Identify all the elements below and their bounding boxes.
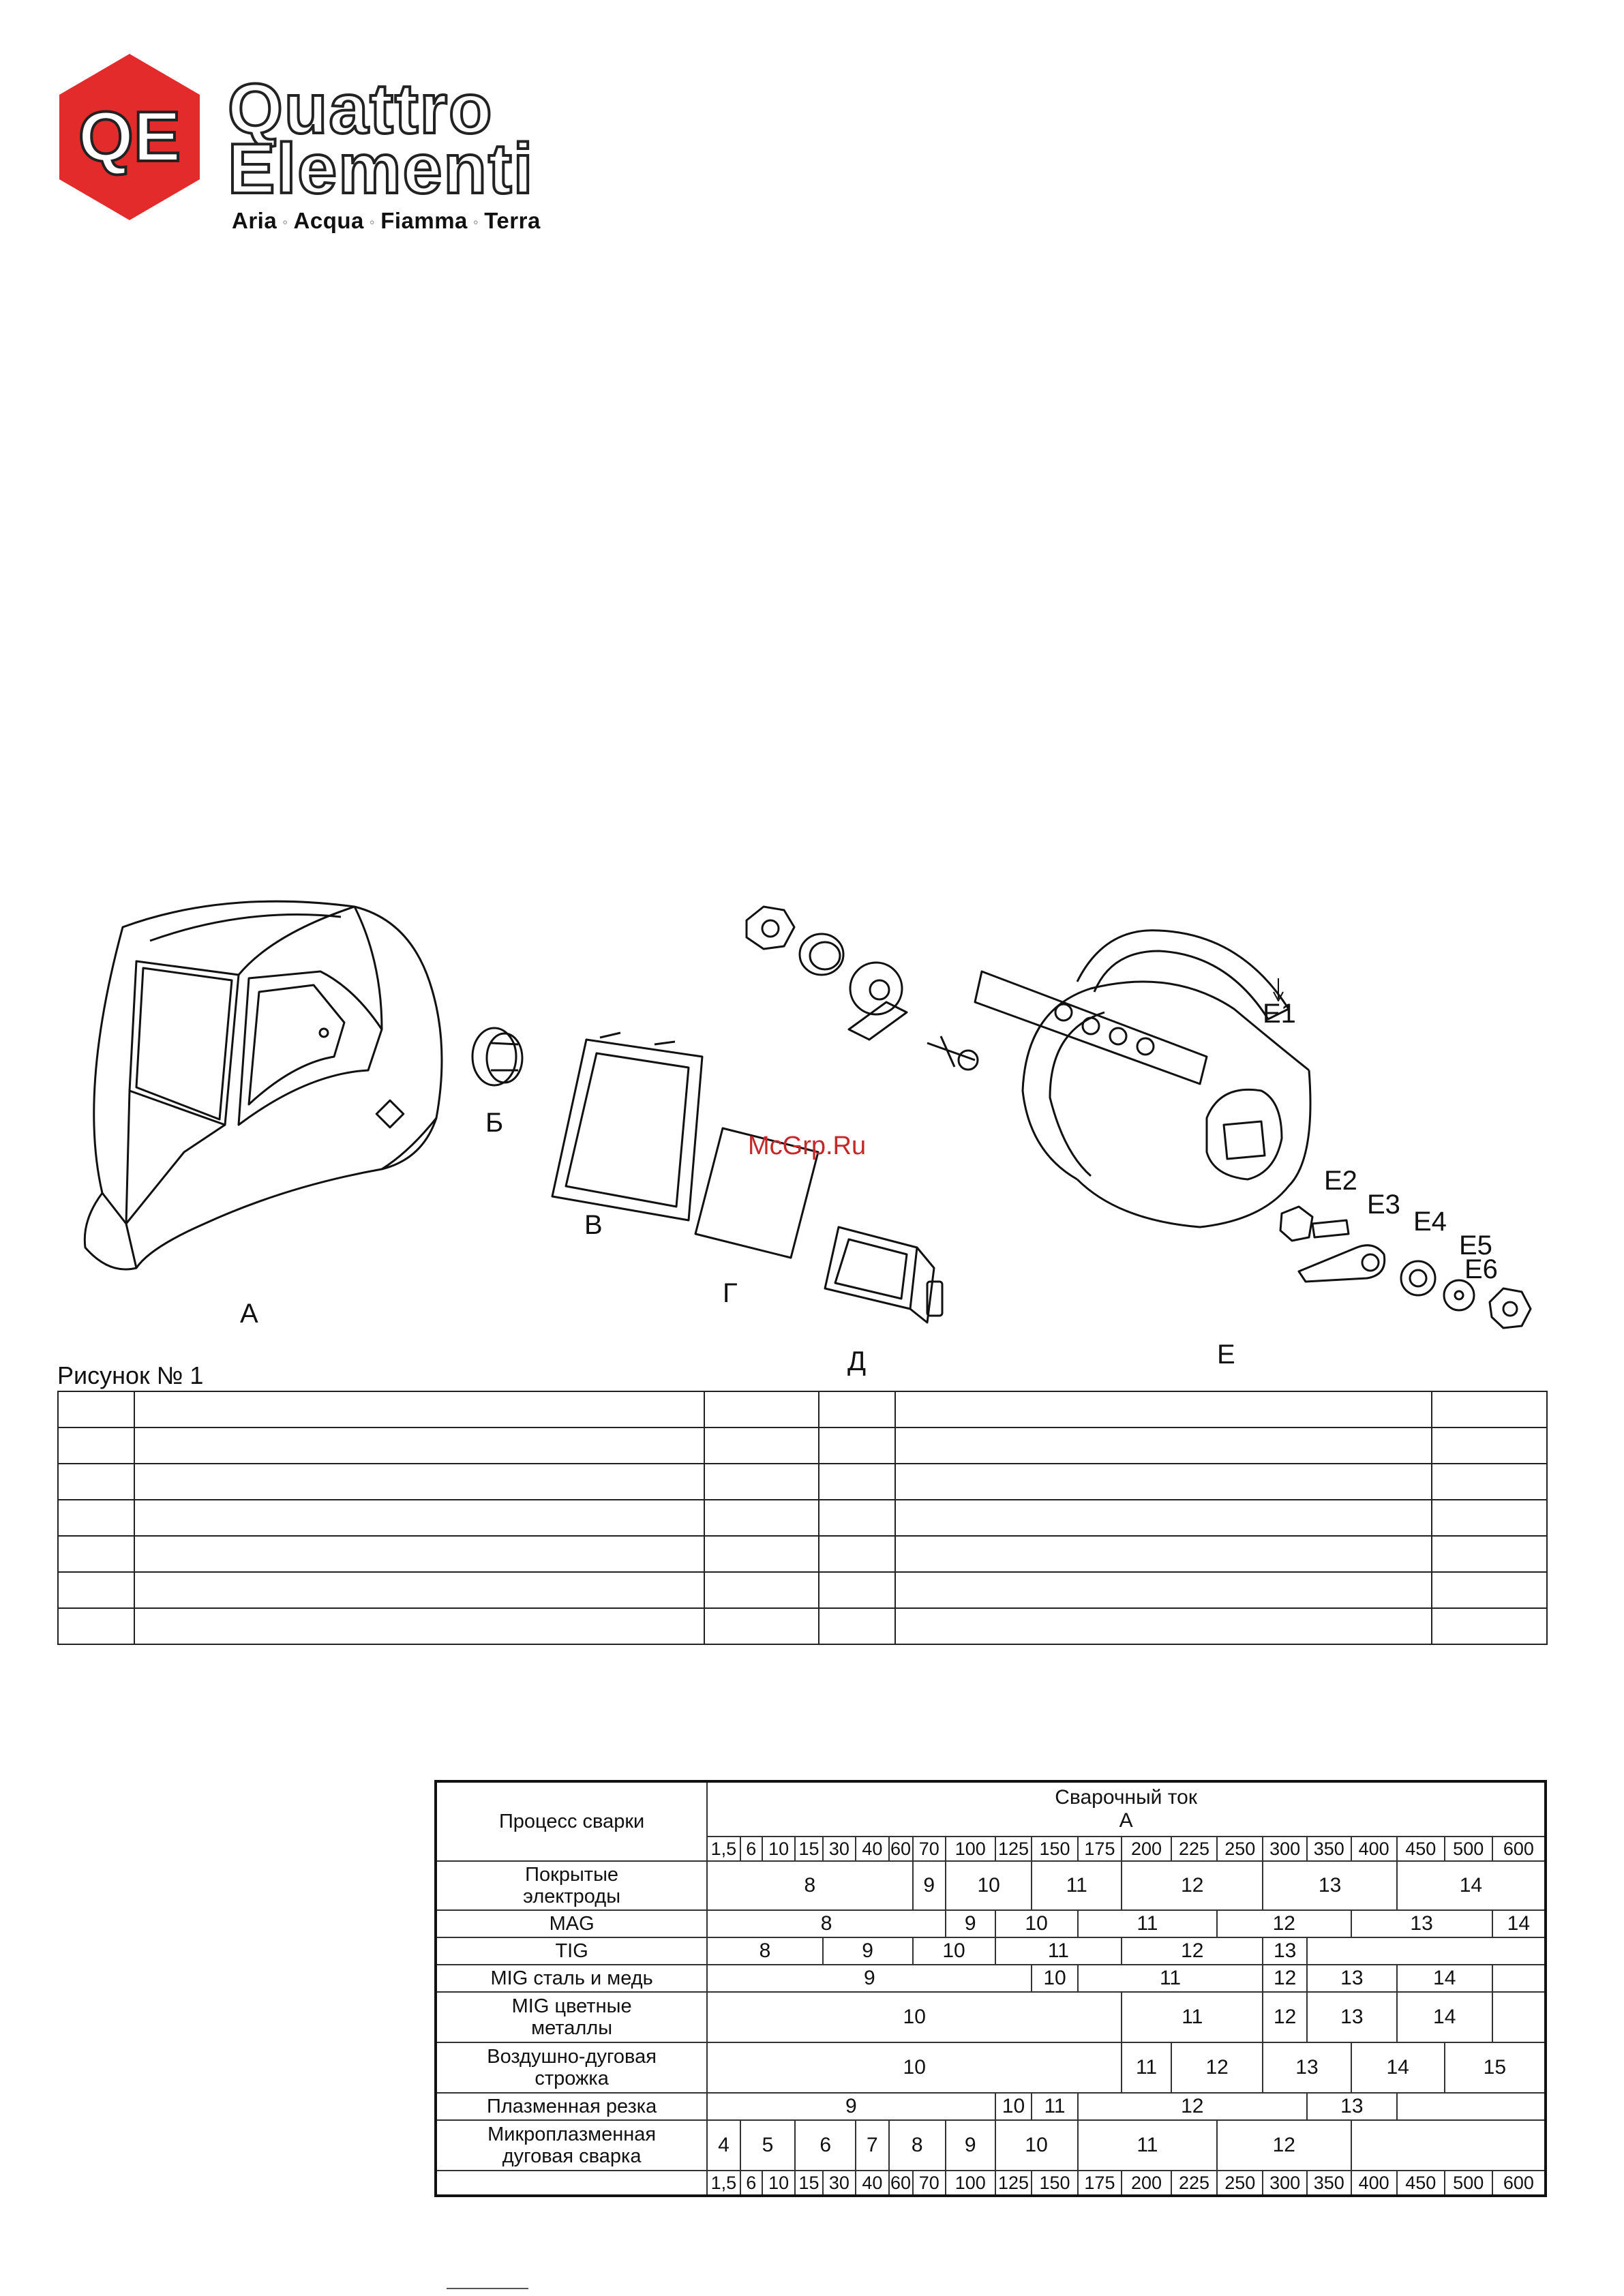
shade-number-cell: 12 xyxy=(1171,2042,1263,2093)
parts-table-cell xyxy=(58,1500,134,1536)
parts-table-cell xyxy=(895,1500,1431,1536)
shade-number-cell: 13 xyxy=(1351,1910,1492,1937)
process-row xyxy=(436,2120,1546,2171)
parts-list-table xyxy=(57,1391,1548,1645)
process-column-header: Процесс сварки xyxy=(436,1781,707,1861)
shade-number-cell xyxy=(1397,2093,1546,2120)
shade-number-cell: 14 xyxy=(1492,1910,1546,1937)
amperage-cell: 30 xyxy=(823,2171,856,2196)
amperage-cell: 450 xyxy=(1397,1837,1445,1861)
shade-number-cell: 14 xyxy=(1397,1992,1492,2042)
parts-table-cell xyxy=(134,1391,704,1428)
shade-number-cell: 9 xyxy=(946,1910,995,1937)
headgear-e-illustration xyxy=(975,931,1310,1227)
shade-number-cell: 11 xyxy=(1032,1861,1122,1910)
brand-tagline: Aria ◦ Acqua ◦ Fiamma ◦ Terra xyxy=(232,208,541,233)
process-name-line: строжка xyxy=(535,2068,609,2089)
shade-number-cell: 7 xyxy=(856,2120,888,2171)
amperage-cell: 10 xyxy=(762,1837,795,1861)
label-part-d: Д xyxy=(847,1346,867,1376)
filter-frame-v-illustration xyxy=(552,1033,702,1220)
shade-number-cell: 10 xyxy=(913,1937,995,1965)
process-name xyxy=(436,2093,707,2120)
parts-table-cell xyxy=(895,1608,1431,1644)
parts-table-cell xyxy=(134,1500,704,1536)
amperage-cell: 15 xyxy=(795,2171,822,2196)
process-name-line: MIG сталь и медь xyxy=(490,1967,653,1989)
parts-table-cell xyxy=(895,1464,1431,1500)
amperage-cell: 200 xyxy=(1122,2171,1171,2196)
parts-table-cell xyxy=(58,1608,134,1644)
shade-number-cell: 13 xyxy=(1263,2042,1351,2093)
parts-table-cell xyxy=(1432,1608,1547,1644)
amperage-cell: 6 xyxy=(740,2171,762,2196)
label-part-b: Б xyxy=(485,1108,504,1138)
amperage-cell: 40 xyxy=(856,2171,888,2196)
brand-logo-mark xyxy=(57,52,202,226)
parts-table-cell xyxy=(1432,1500,1547,1536)
amperage-cell: 125 xyxy=(995,2171,1032,2196)
tagline-word: Aria xyxy=(232,208,277,233)
label-part-v: В xyxy=(584,1210,603,1240)
amperage-cell: 10 xyxy=(762,2171,795,2196)
parts-table-cell xyxy=(58,1391,134,1428)
tagline-word: Terra xyxy=(484,208,541,233)
amperage-cell: 100 xyxy=(946,1837,995,1861)
process-row xyxy=(436,2042,1546,2093)
parts-table-cell xyxy=(704,1464,819,1500)
shade-number-cell: 12 xyxy=(1122,1937,1263,1965)
parts-table-cell xyxy=(58,1428,134,1464)
shade-number-cell: 10 xyxy=(946,1861,1032,1910)
process-name-line: электроды xyxy=(523,1886,621,1907)
shade-number-cell: 4 xyxy=(707,2120,740,2171)
process-name xyxy=(436,1861,707,1910)
process-row xyxy=(436,1965,1546,1992)
amperage-cell: 350 xyxy=(1307,1837,1351,1861)
parts-table-cell xyxy=(819,1428,895,1464)
parts-table-cell xyxy=(819,1464,895,1500)
amperage-cell: 40 xyxy=(856,1837,888,1861)
parts-table-cell xyxy=(819,1391,895,1428)
shade-number-cell: 11 xyxy=(1078,1910,1217,1937)
parts-table-cell xyxy=(704,1391,819,1428)
figure-caption: Рисунок № 1 xyxy=(57,1361,204,1389)
shade-number-cell: 8 xyxy=(707,1861,912,1910)
process-row xyxy=(436,1861,1546,1910)
amperage-cell: 125 xyxy=(995,1837,1032,1861)
logo-initials: QE xyxy=(78,97,181,177)
parts-table-cell xyxy=(704,1536,819,1572)
parts-table-cell xyxy=(895,1391,1431,1428)
amperage-cell: 600 xyxy=(1492,2171,1546,2196)
process-name-line: MAG xyxy=(549,1912,595,1935)
amperage-cell: 60 xyxy=(889,2171,913,2196)
parts-table-cell xyxy=(58,1572,134,1608)
parts-table-cell xyxy=(1432,1572,1547,1608)
amperage-cell: 400 xyxy=(1351,1837,1397,1861)
amperage-cell: 300 xyxy=(1263,1837,1307,1861)
helmet-shell-illustration xyxy=(85,901,442,1269)
process-name-line: Покрытые xyxy=(525,1863,619,1886)
process-name xyxy=(436,1937,707,1965)
shade-number-cell: 13 xyxy=(1263,1861,1396,1910)
shade-number-cell: 10 xyxy=(995,1910,1078,1937)
parts-table-row xyxy=(58,1428,1547,1464)
parts-table-cell xyxy=(704,1428,819,1464)
parts-table-cell xyxy=(58,1536,134,1572)
parts-table-cell xyxy=(134,1428,704,1464)
parts-table-row xyxy=(58,1500,1547,1536)
shade-number-cell: 9 xyxy=(707,1965,1032,1992)
parts-table-row xyxy=(58,1608,1547,1644)
label-part-e4: Е4 xyxy=(1413,1207,1447,1237)
amperage-row-bottom xyxy=(436,2171,1546,2196)
shade-number-cell: 14 xyxy=(1397,1965,1492,1992)
amperage-cell: 225 xyxy=(1171,1837,1217,1861)
shade-number-cell: 9 xyxy=(707,2093,995,2120)
shade-number-cell: 9 xyxy=(946,2120,995,2171)
shade-number-cell xyxy=(1307,1937,1546,1965)
amperage-cell: 600 xyxy=(1492,1837,1546,1861)
shade-number-cell: 11 xyxy=(995,1937,1122,1965)
amperage-cell: 100 xyxy=(946,2171,995,2196)
amperage-cell: 150 xyxy=(1032,2171,1077,2196)
shade-number-cell: 13 xyxy=(1307,1992,1397,2042)
shade-number-cell: 12 xyxy=(1217,1910,1351,1937)
shade-number-cell: 10 xyxy=(707,1992,1122,2042)
label-part-e3: Е3 xyxy=(1367,1190,1400,1220)
shade-number-cell: 12 xyxy=(1217,2120,1351,2171)
label-part-e1: Е1 xyxy=(1263,999,1296,1029)
amperage-cell: 1,5 xyxy=(707,2171,740,2196)
process-name-line: Плазменная резка xyxy=(487,2095,657,2117)
amperage-cell: 60 xyxy=(889,1837,913,1861)
parts-table-row xyxy=(58,1391,1547,1428)
shade-number-cell: 14 xyxy=(1397,1861,1546,1910)
amperage-cell: 500 xyxy=(1445,2171,1492,2196)
parts-table-cell xyxy=(134,1464,704,1500)
shade-number-cell: 13 xyxy=(1307,1965,1397,1992)
amperage-cell: 450 xyxy=(1397,2171,1445,2196)
shade-number-cell: 9 xyxy=(913,1861,946,1910)
welding-shade-table xyxy=(434,1780,1547,2197)
shade-number-cell: 12 xyxy=(1263,1965,1307,1992)
process-name-line: металлы xyxy=(531,2017,613,2039)
parts-table-cell xyxy=(1432,1464,1547,1500)
parts-table-cell xyxy=(895,1572,1431,1608)
label-part-e: Е xyxy=(1217,1340,1235,1370)
current-title: Сварочный ток xyxy=(1055,1786,1197,1809)
amperage-cell: 70 xyxy=(913,2171,946,2196)
process-name-line: TIG xyxy=(555,1939,588,1962)
amperage-cell: 350 xyxy=(1307,2171,1351,2196)
process-name-line: MIG цветные xyxy=(511,1995,632,2017)
amperage-cell: 6 xyxy=(740,1837,762,1861)
amperage-cell: 225 xyxy=(1171,2171,1217,2196)
knob-b-illustration xyxy=(472,1028,522,1085)
process-name xyxy=(436,1992,707,2042)
label-part-a: А xyxy=(240,1299,258,1329)
parts-table-cell xyxy=(819,1572,895,1608)
label-part-g: Г xyxy=(723,1278,738,1308)
shade-number-cell: 5 xyxy=(740,2120,796,2171)
shade-number-cell: 11 xyxy=(1122,1992,1263,2042)
shade-number-cell: 12 xyxy=(1078,2093,1307,2120)
amperage-cell: 30 xyxy=(823,1837,856,1861)
amperage-cell: 70 xyxy=(913,1837,946,1861)
current-column-header xyxy=(707,1781,1546,1837)
parts-table-cell xyxy=(1432,1391,1547,1428)
shade-number-cell: 11 xyxy=(1078,1965,1263,1992)
shade-number-cell: 11 xyxy=(1078,2120,1217,2171)
brand-name-line1: Quattro xyxy=(228,70,494,149)
amperage-cell: 250 xyxy=(1217,2171,1263,2196)
shade-number-cell: 8 xyxy=(707,1937,822,1965)
parts-table-cell xyxy=(134,1608,704,1644)
shade-number-cell: 14 xyxy=(1351,2042,1445,2093)
process-row xyxy=(436,1910,1546,1937)
shade-number-cell: 11 xyxy=(1032,2093,1077,2120)
shade-number-cell: 12 xyxy=(1263,1992,1307,2042)
label-part-e6: Е6 xyxy=(1464,1254,1498,1284)
shade-number-cell: 9 xyxy=(823,1937,913,1965)
parts-table-cell xyxy=(1432,1428,1547,1464)
shade-number-cell: 6 xyxy=(795,2120,856,2171)
amperage-cell: 175 xyxy=(1078,1837,1122,1861)
parts-table-cell xyxy=(1432,1536,1547,1572)
label-part-e5: Е5 xyxy=(1459,1230,1492,1260)
parts-table-cell xyxy=(704,1572,819,1608)
parts-table-cell xyxy=(819,1500,895,1536)
parts-table-cell xyxy=(819,1608,895,1644)
process-name-line: Микроплазменная xyxy=(487,2123,657,2145)
shade-number-cell: 10 xyxy=(707,2042,1122,2093)
shade-number-cell: 8 xyxy=(707,1910,946,1937)
process-name-line: дуговая сварка xyxy=(502,2145,642,2167)
tagline-word: Fiamma xyxy=(380,208,468,233)
tagline-word: Acqua xyxy=(293,208,364,233)
parts-table-cell xyxy=(704,1608,819,1644)
process-row xyxy=(436,2093,1546,2120)
amperage-cell: 500 xyxy=(1445,1837,1492,1861)
parts-table-cell xyxy=(895,1536,1431,1572)
parts-table-cell xyxy=(58,1464,134,1500)
shade-number-cell xyxy=(1492,1992,1546,2042)
amperage-cell: 15 xyxy=(795,1837,822,1861)
shade-number-cell: 13 xyxy=(1263,1937,1307,1965)
amperage-cell: 150 xyxy=(1032,1837,1077,1861)
adjustment-knob-parts-illustration xyxy=(747,907,978,1070)
parts-table-cell xyxy=(895,1428,1431,1464)
amperage-cell: 1,5 xyxy=(707,1837,740,1861)
process-row xyxy=(436,1937,1546,1965)
amperage-cell: 400 xyxy=(1351,2171,1397,2196)
process-name xyxy=(436,1910,707,1937)
footer-rule xyxy=(447,2288,528,2289)
process-name-line: Воздушно-дуговая xyxy=(487,2045,657,2068)
process-name xyxy=(436,2120,707,2171)
parts-table-cell xyxy=(134,1536,704,1572)
shade-number-cell xyxy=(1492,1965,1546,1992)
parts-table-row xyxy=(58,1536,1547,1572)
label-part-e2: Е2 xyxy=(1324,1166,1357,1196)
shade-number-cell: 11 xyxy=(1122,2042,1171,2093)
amperage-cell: 200 xyxy=(1122,1837,1171,1861)
process-name xyxy=(436,1965,707,1992)
parts-table-row xyxy=(58,1572,1547,1608)
parts-table-row xyxy=(58,1464,1547,1500)
parts-table-cell xyxy=(134,1572,704,1608)
amperage-cell: 300 xyxy=(1263,2171,1307,2196)
shade-number-cell: 12 xyxy=(1122,1861,1263,1910)
shade-number-cell xyxy=(1351,2120,1546,2171)
parts-table-cell xyxy=(819,1536,895,1572)
watermark: McGrp.Ru xyxy=(748,1132,867,1160)
shade-number-cell: 10 xyxy=(995,2093,1032,2120)
amperage-cell: 250 xyxy=(1217,1837,1263,1861)
amperage-cell: 175 xyxy=(1078,2171,1122,2196)
shade-number-cell: 13 xyxy=(1307,2093,1397,2120)
current-unit: А xyxy=(1119,1809,1133,1832)
weld-header-row xyxy=(436,1781,1546,1837)
shade-number-cell: 10 xyxy=(1032,1965,1077,1992)
brand-name-line2: Elementi xyxy=(228,130,535,209)
shade-number-cell: 10 xyxy=(995,2120,1078,2171)
cartridge-d-illustration xyxy=(825,1227,942,1323)
parts-table-cell xyxy=(704,1500,819,1536)
shade-number-cell: 15 xyxy=(1445,2042,1546,2093)
blank-cell xyxy=(436,2171,707,2196)
process-row xyxy=(436,1992,1546,2042)
shade-number-cell: 8 xyxy=(889,2120,946,2171)
process-name xyxy=(436,2042,707,2093)
